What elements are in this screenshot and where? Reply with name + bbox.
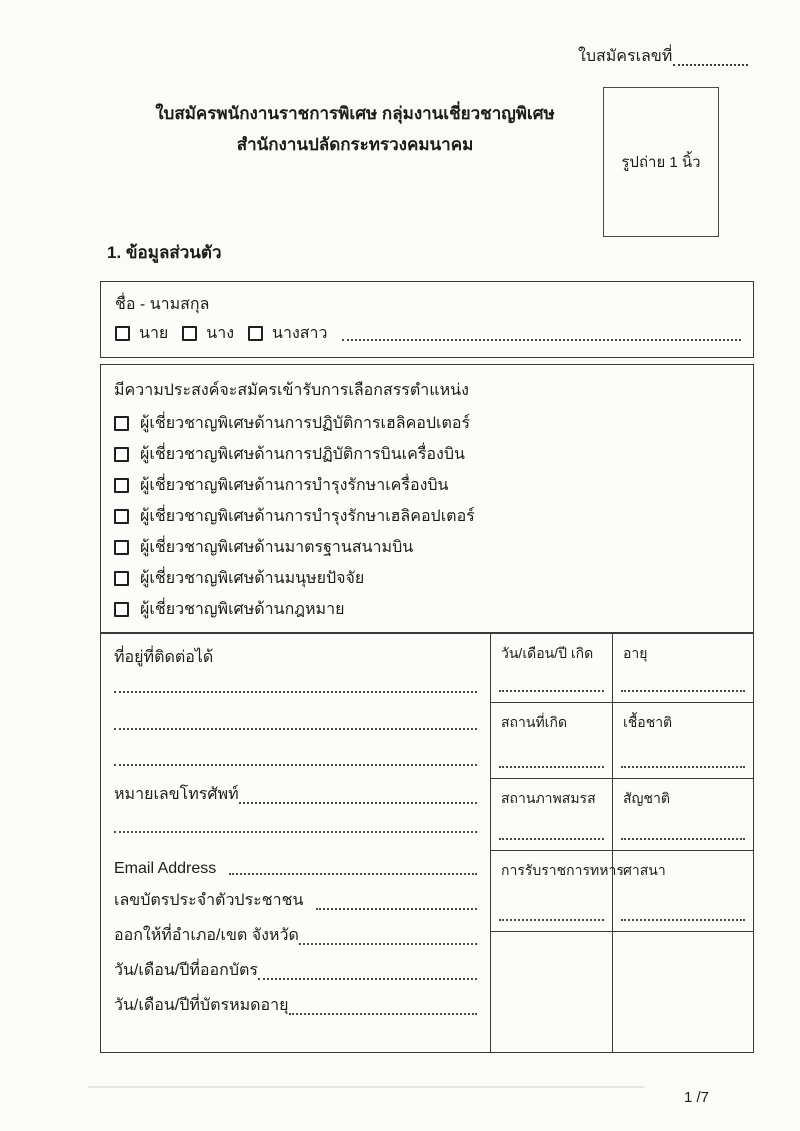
birthdate-input-line[interactable] [499,690,604,692]
empty-cell [613,932,753,1052]
phone-input-line-2[interactable] [114,831,477,833]
position-option-label: ผู้เชี่ยวชาญพิเศษด้านการปฏิบัติการเฮลิคอปเตอร์ [140,415,471,432]
military-service-input-line[interactable] [499,919,604,921]
position-option-label: ผู้เชี่ยวชาญพิเศษด้านมนุษยปัจจัย [140,570,365,587]
full-name-input-line[interactable] [342,339,742,341]
age-cell [613,634,753,703]
nationality-label: สัญชาติ [623,790,670,806]
page-number: 1 /7 [684,1089,710,1106]
position-heading: มีความประสงค์จะสมัครเข้ารับการเลือกสรรตำแหน่ง [114,382,469,399]
email-field-row [114,855,477,878]
expiry-date-field-row [114,995,477,1018]
email-label: Email Address [114,860,217,877]
position-airplane-flight-operations-checkbox[interactable] [114,447,129,462]
address-input-line-2[interactable] [114,728,477,730]
position-option-label: ผู้เชี่ยวชาญพิเศษด้านมาตรฐานสนามบิน [140,539,414,556]
religion-label: ศาสนา [623,862,666,878]
phone-field-row [114,784,477,807]
photo-box-label: รูปถ่าย 1 นิ้ว [621,154,701,171]
phone-label: หมายเลขโทรศัพท์ [114,786,239,803]
nationality-cell [613,779,753,851]
position-option-row [114,563,741,594]
national-id-label: เลขบัตรประจำตัวประชาชน [114,892,304,909]
email-input-line[interactable] [229,873,477,875]
title-miss-label: นางสาว [272,324,328,342]
issue-date-label: วัน/เดือน/ปีที่ออกบัตร [114,962,258,979]
position-option-label: ผู้เชี่ยวชาญพิเศษด้านกฎหมาย [140,601,345,618]
position-option-label: ผู้เชี่ยวชาญพิเศษด้านการบำรุงรักษาเครื่องบิน [140,477,449,494]
religion-cell [613,851,753,932]
birthplace-input-line[interactable] [499,766,604,768]
race-label: เชื้อชาติ [623,714,673,730]
birthdate-cell [491,634,613,703]
title-miss-checkbox[interactable] [248,326,263,341]
expiry-date-input-line[interactable] [289,1013,477,1015]
title-checkbox-row [115,321,741,345]
contact-personal-box [100,633,754,1053]
marital-status-cell [491,779,613,851]
contact-column [101,634,491,1052]
address-label: ที่อยู่ที่ติดต่อได้ [114,649,214,666]
position-helicopter-operations-checkbox[interactable] [114,416,129,431]
position-helicopter-maintenance-checkbox[interactable] [114,509,129,524]
empty-cell [491,932,613,1052]
military-service-label: การรับราชการทหาร [501,862,624,878]
title-mrs-checkbox[interactable] [182,326,197,341]
address-input-line-1[interactable] [114,691,477,693]
position-section-box [100,364,754,633]
position-law-checkbox[interactable] [114,602,129,617]
nationality-input-line[interactable] [621,838,745,840]
issue-date-input-line[interactable] [258,978,477,980]
title-mr-label: นาย [139,324,169,342]
photo-box [603,87,719,237]
age-input-line[interactable] [621,690,745,692]
position-options-list [114,408,741,625]
expiry-date-label: วัน/เดือน/ปีที่บัตรหมดอายุ [114,997,289,1014]
application-number-field [578,44,748,69]
issued-at-input-line[interactable] [299,943,477,945]
position-airplane-maintenance-checkbox[interactable] [114,478,129,493]
form-subtitle: สำนักงานปลัดกระทรวงคมนาคม [236,135,474,154]
application-number-input-line[interactable] [673,64,748,66]
position-option-row [114,408,741,439]
issue-date-field-row [114,960,477,983]
position-option-row [114,532,741,563]
national-id-input-line[interactable] [316,908,477,910]
name-label: ชื่อ - นามสกุล [115,296,210,313]
section-1-heading: 1. ข้อมูลส่วนตัว [107,243,222,262]
position-human-factors-checkbox[interactable] [114,571,129,586]
position-option-label: ผู้เชี่ยวชาญพิเศษด้านการบำรุงรักษาเฮลิคอปเตอร์ [140,508,475,525]
national-id-field-row [114,890,477,913]
scan-artifact-line [88,1086,644,1088]
position-option-row [114,501,741,532]
position-option-label: ผู้เชี่ยวชาญพิเศษด้านการปฏิบัติการบินเครื่องบิน [140,446,465,463]
application-number-label: ใบสมัครเลขที่ [578,48,673,65]
title-mrs-label: นาง [206,324,235,342]
race-cell [613,703,753,779]
religion-input-line[interactable] [621,919,745,921]
birthdate-label: วัน/เดือน/ปี เกิด [501,645,594,661]
address-input-line-3[interactable] [114,764,477,766]
position-option-row [114,439,741,470]
military-service-cell [491,851,624,932]
race-input-line[interactable] [621,766,745,768]
title-mr-checkbox[interactable] [115,326,130,341]
phone-input-line[interactable] [239,802,477,804]
issued-at-label: ออกให้ที่อำเภอ/เขต จังหวัด [114,927,299,944]
marital-status-input-line[interactable] [499,838,604,840]
personal-data-grid [491,634,753,1052]
age-label: อายุ [623,645,648,661]
name-section-box [100,281,754,358]
form-title: ใบสมัครพนักงานราชการพิเศษ กลุ่มงานเชี่ยวชาญพิเศษ [155,104,555,123]
birthplace-cell [491,703,613,779]
form-title-block [105,98,605,160]
issued-at-field-row [114,925,477,948]
birthplace-label: สถานที่เกิด [501,714,568,730]
position-airport-standards-checkbox[interactable] [114,540,129,555]
position-option-row [114,594,741,625]
position-option-row [114,470,741,501]
marital-status-label: สถานภาพสมรส [501,790,596,806]
